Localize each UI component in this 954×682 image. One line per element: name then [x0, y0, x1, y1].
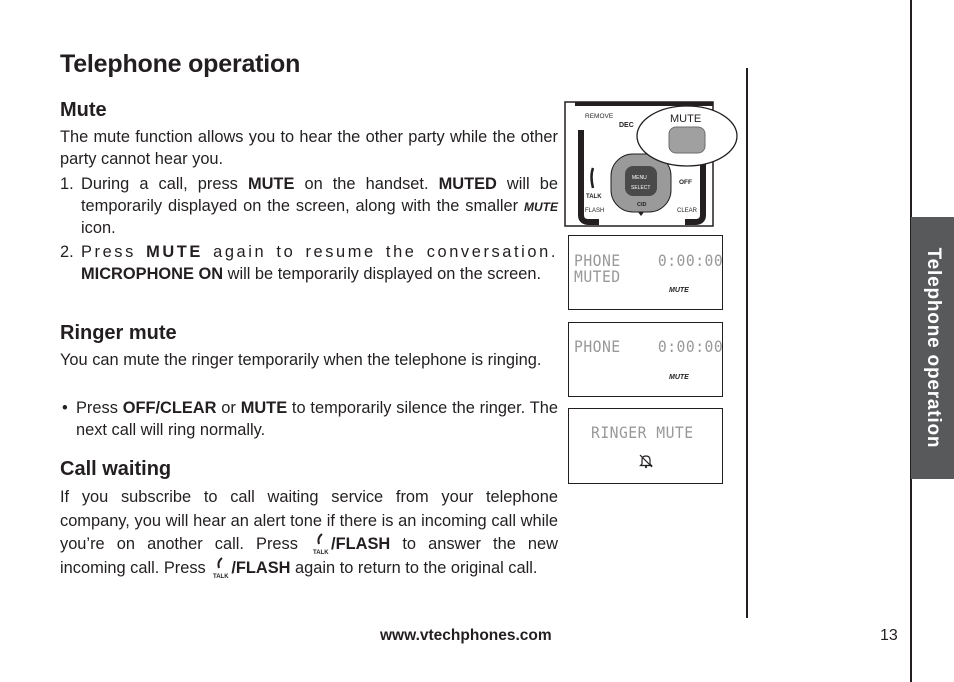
brand-logo-text: DEC: [619, 122, 634, 129]
mute-step-1: [60, 174, 558, 240]
step-text: will be temporarily displayed on the screen.: [223, 264, 542, 283]
mute-step-2: [60, 242, 558, 285]
bell-off-icon: [638, 453, 654, 469]
bullet-text: or: [216, 399, 241, 417]
handset-illustration: [563, 100, 743, 228]
cid-key-label: CID: [637, 202, 647, 208]
column-divider: [746, 68, 748, 618]
lcd-line-2: MUTED: [574, 267, 621, 286]
ringer-mute-heading: Ringer mute: [60, 322, 177, 344]
bullet-mark: •: [62, 399, 68, 417]
display-muted: MUTED: [438, 175, 497, 193]
step-text: will be temporarily displayed on the screen, along with the smaller: [81, 175, 559, 215]
call-waiting-text-part: to answer the new incoming call. Press: [60, 535, 558, 577]
svg-text:TALK: TALK: [313, 550, 329, 555]
key-flash: /FLASH: [231, 558, 291, 577]
step-number: 2.: [60, 243, 74, 261]
lcd-screen-ringer-mute: [568, 408, 723, 484]
lcd-screen-mute-indicator: [568, 322, 723, 397]
bullet-text: to temporarily silence the ringer. The next call will ring normally.: [76, 399, 558, 439]
key-flash: /FLASH: [331, 535, 391, 553]
mute-intro: The mute function allows you to hear the other party while the other party cannot hear you.: [60, 128, 558, 168]
step-text: icon.: [81, 219, 116, 237]
key-mute: MUTE: [146, 243, 203, 261]
footer-url: www.vtechphones.com: [380, 627, 552, 644]
mute-indicator: MUTE: [669, 287, 689, 294]
svg-text:TALK: TALK: [213, 573, 229, 579]
talk-handset-icon: [313, 533, 329, 555]
section-side-tab: [911, 217, 954, 479]
mute-heading: Mute: [60, 99, 107, 121]
off-key-label: OFF: [679, 179, 692, 186]
page-title: Telephone operation: [60, 50, 301, 78]
call-waiting-text: [60, 486, 558, 580]
menu-key-label: MENU: [632, 175, 647, 181]
key-mute: MUTE: [247, 175, 295, 193]
lcd-line-1: PHONE 0:00:00: [574, 337, 724, 356]
mute-indicator: MUTE: [669, 374, 689, 381]
talk-key-label: TALK: [586, 194, 602, 200]
display-microphone-on: MICROPHONE ON: [81, 264, 224, 283]
flash-key-label: FLASH: [585, 208, 605, 214]
ringer-mute-intro: You can mute the ringer temporarily when the telephone is ringing.: [60, 351, 542, 369]
step-number: 1.: [60, 175, 74, 193]
bullet-text: Press: [76, 399, 123, 417]
talk-handset-icon: [213, 557, 229, 579]
page-number: 13: [880, 627, 898, 644]
select-key-label: SELECT: [631, 185, 651, 191]
step-text: again to resume the conversation.: [202, 243, 558, 261]
call-waiting-heading: Call waiting: [60, 458, 172, 480]
mute-icon-text: MUTE: [524, 199, 558, 214]
mute-key-illustration: [669, 127, 705, 153]
step-text: on the handset.: [294, 175, 439, 193]
step-text: Press: [81, 243, 147, 261]
lcd-screen-muted: [568, 235, 723, 310]
key-mute: MUTE: [240, 399, 288, 417]
clear-key-label: CLEAR: [677, 208, 698, 214]
side-tab-label: Telephone operation: [922, 247, 944, 449]
lcd-line-1: RINGER MUTE: [591, 423, 694, 442]
mute-callout-label: MUTE: [670, 113, 702, 125]
lcd-line-1: PHONE 0:00:00: [574, 251, 724, 270]
call-waiting-text-part: again to return to the original call.: [290, 558, 538, 577]
remove-key-label: REMOVE: [585, 113, 614, 120]
key-off-clear: OFF/CLEAR: [122, 399, 217, 417]
step-text: During a call, press: [81, 175, 248, 193]
ringer-mute-bullet: [62, 398, 558, 441]
call-waiting-text-part: If you subscribe to call waiting service from your telephone company, you will hear an alert tone if there is an incoming call while you’re on another call. Press: [60, 488, 558, 553]
